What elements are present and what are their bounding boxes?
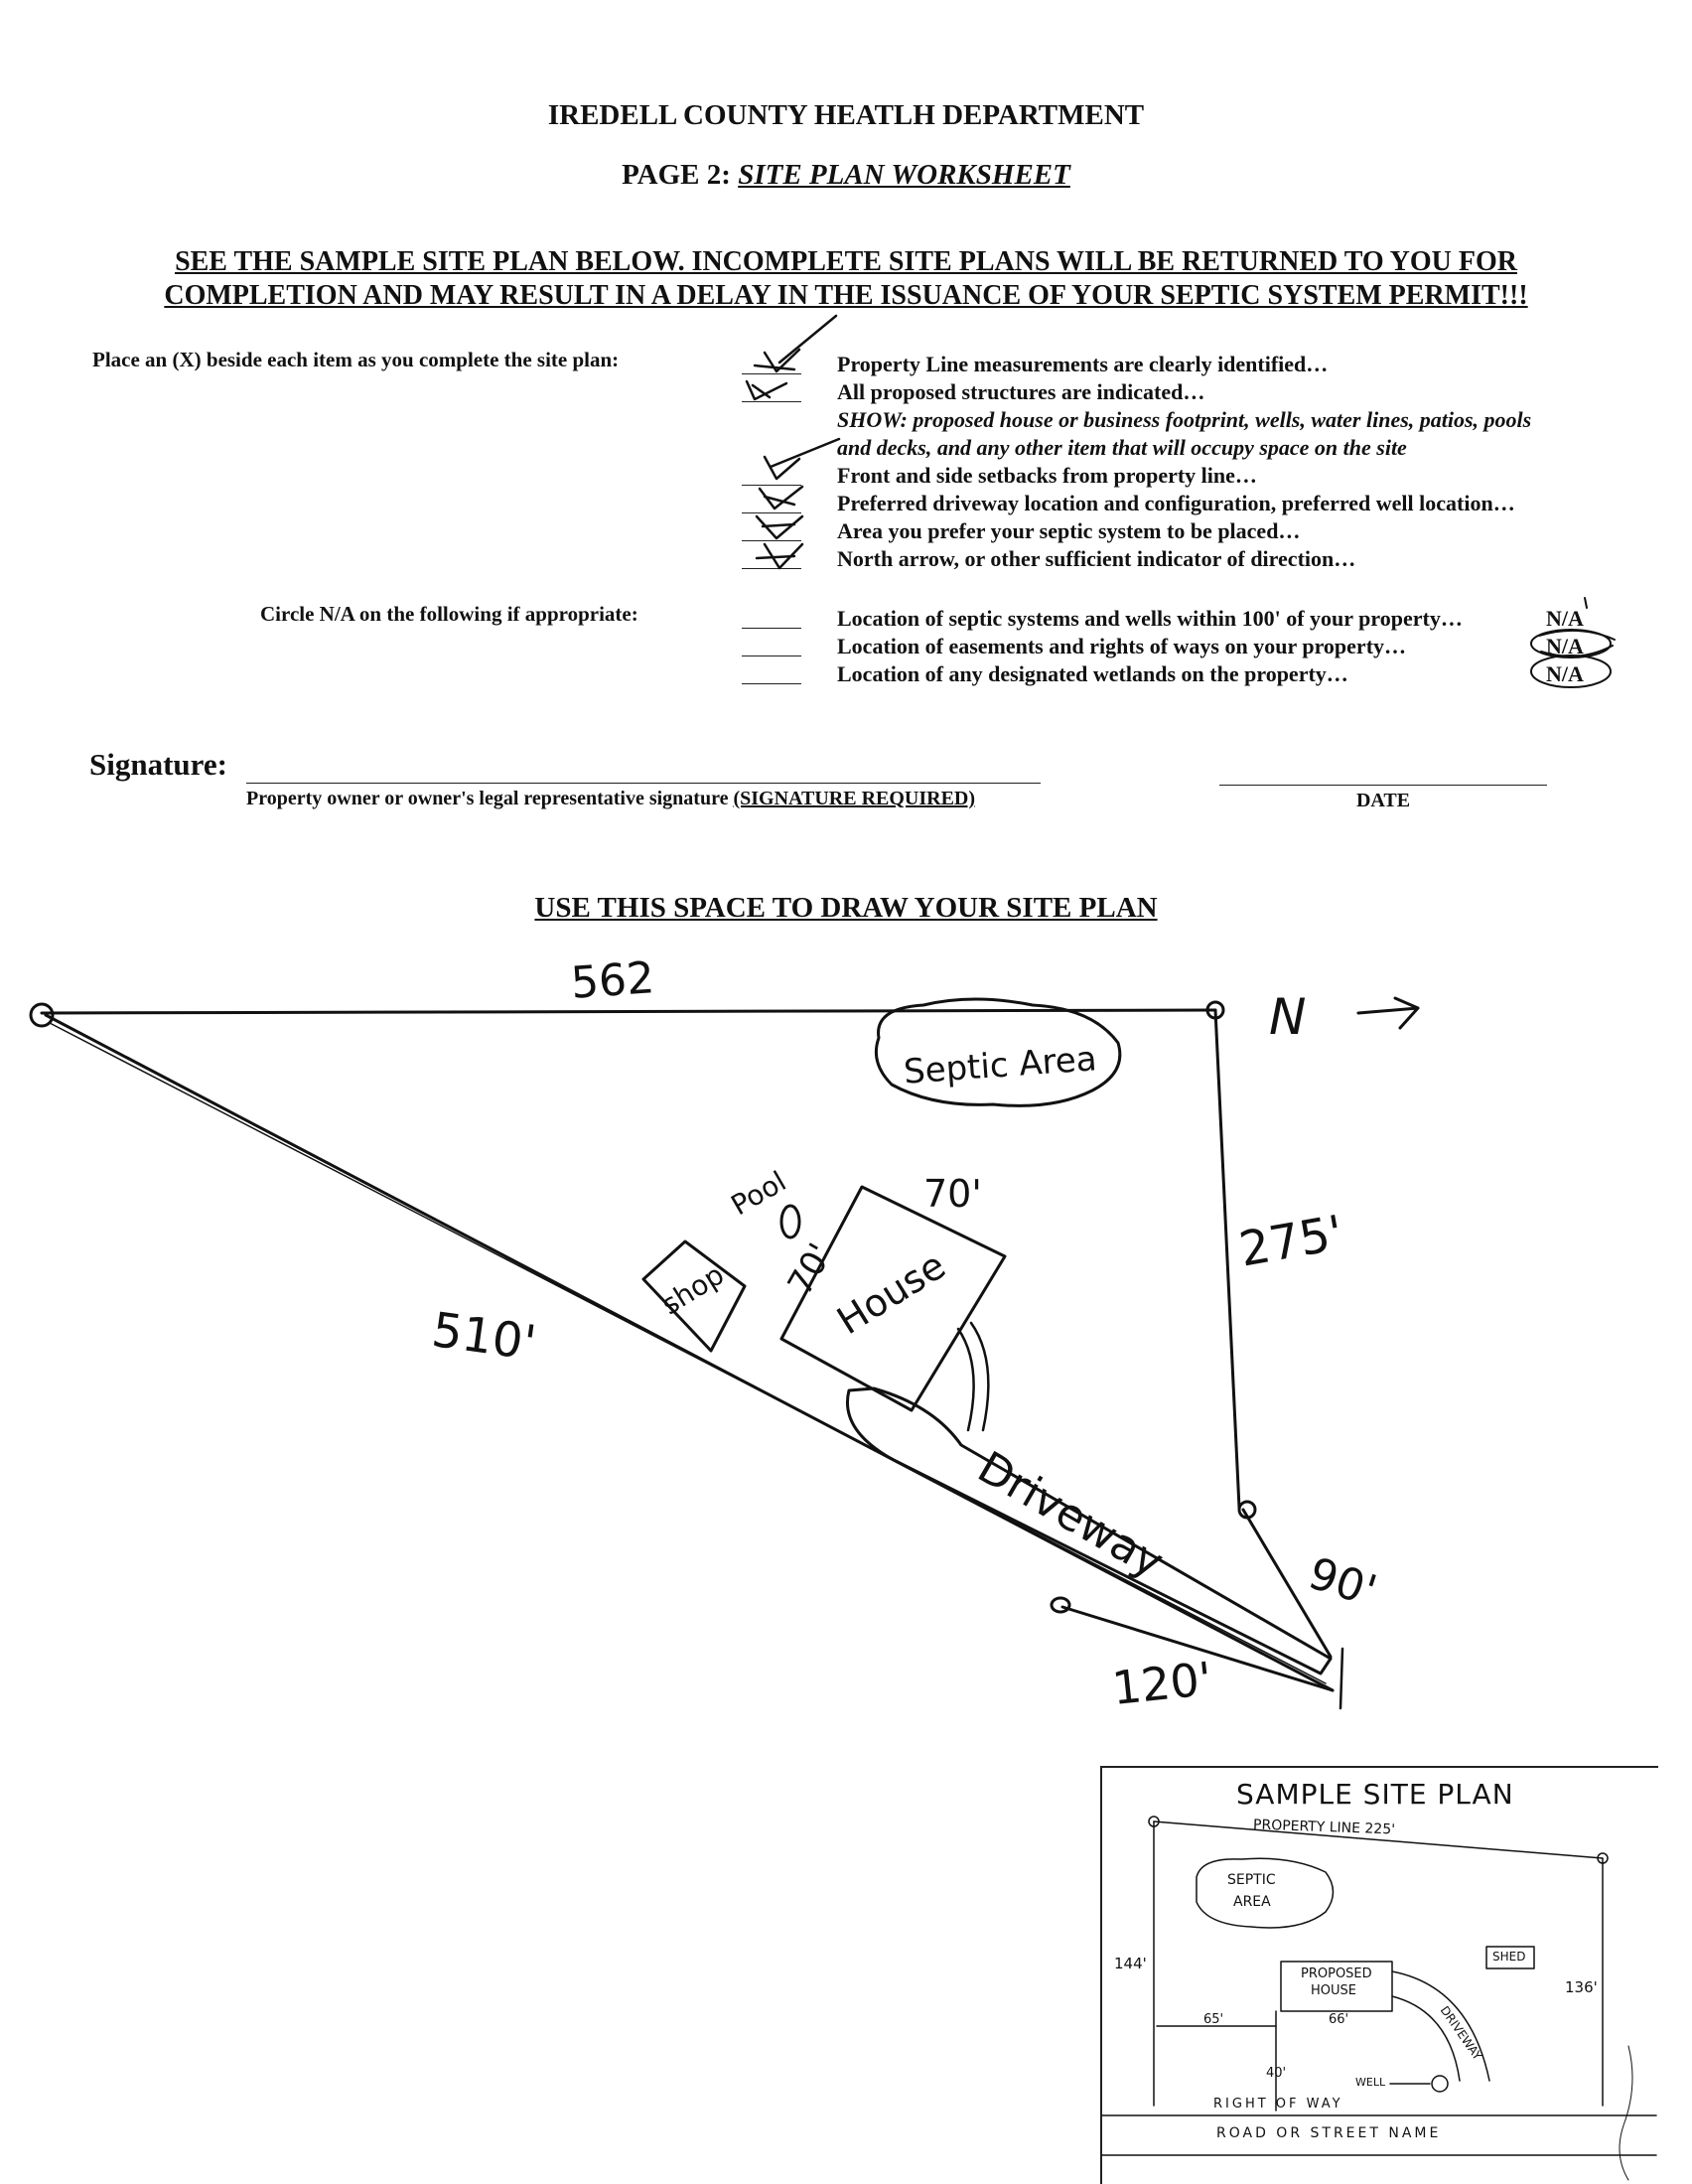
label-house: House	[829, 1242, 953, 1344]
sample-setback-front-label: 40'	[1266, 2066, 1287, 2081]
page-prefix: PAGE 2:	[622, 159, 731, 191]
sample-house-width: 66'	[1329, 2012, 1349, 2027]
label-pool: Pool	[725, 1164, 792, 1223]
checklist-item: Front and side setbacks from property line…	[837, 463, 1257, 488]
sample-house-label: HOUSE	[1311, 1983, 1356, 1998]
sample-driveway-label: DRIVEWAY	[1437, 2003, 1485, 2063]
checklist-item: and decks, and any other item that will occupy space on the site	[837, 435, 1407, 460]
sample-septic-label: SEPTIC	[1227, 1872, 1276, 1888]
warning-line-1: SEE THE SAMPLE SITE PLAN BELOW. INCOMPLETE SITE PLANS WILL BE RETURNED TO YOU FOR	[175, 246, 1517, 277]
signature-label: Signature:	[89, 747, 227, 782]
checklist-item: Area you prefer your septic system to be placed…	[837, 518, 1301, 543]
sample-house-label: PROPOSED	[1301, 1966, 1372, 1981]
na-option[interactable]: N/A	[1546, 634, 1584, 658]
na-item: Location of any designated wetlands on the property…	[837, 661, 1348, 686]
signature-required: (SIGNATURE REQUIRED)	[733, 788, 976, 809]
sample-septic-label: AREA	[1233, 1894, 1271, 1910]
page-title-text: SITE PLAN WORKSHEET	[738, 159, 1070, 191]
checklist-instruction: Place an (X) beside each item as you complete the site plan:	[92, 348, 620, 371]
label-bottom-length: 120'	[1109, 1651, 1215, 1716]
label-house-width: 70'	[923, 1172, 982, 1216]
drawing-heading: USE THIS SPACE TO DRAW YOUR SITE PLAN	[534, 892, 1158, 924]
sample-right-of-way: RIGHT OF WAY	[1213, 2097, 1343, 2111]
checklist-item: SHOW: proposed house or business footprint, wells, water lines, patios, pools	[837, 407, 1532, 432]
sample-driveway-arc	[1392, 1971, 1489, 2081]
sample-well	[1432, 2076, 1448, 2092]
label-driveway: Driveway	[969, 1441, 1173, 1589]
sample-title: SAMPLE SITE PLAN	[1236, 1778, 1514, 1811]
checklist-item: North arrow, or other sufficient indicator of direction…	[837, 546, 1356, 571]
sample-property-line: PROPERTY LINE 225'	[1252, 1817, 1396, 1838]
label-house-depth: 70'	[779, 1237, 841, 1302]
sample-setback-side-label: 65'	[1203, 2012, 1224, 2027]
label-north: N	[1269, 988, 1307, 1046]
sample-well-label: WELL	[1355, 2076, 1386, 2089]
sample-left-length: 144'	[1114, 1955, 1147, 1972]
label-top-length: 562	[569, 952, 656, 1009]
checklist-item: Property Line measurements are clearly identified…	[837, 352, 1329, 376]
label-shop: shop	[655, 1257, 730, 1322]
na-item: Location of septic systems and wells within 100' of your property…	[837, 606, 1463, 631]
checklist-item: All proposed structures are indicated…	[837, 379, 1205, 404]
sample-property-top	[1154, 1821, 1603, 1858]
signature-caption-text: Property owner or owner's legal representative signature	[246, 788, 729, 809]
label-left-length: 510'	[428, 1301, 540, 1373]
checklist-item: Preferred driveway location and configuration, preferred well location…	[837, 491, 1515, 515]
date-label: DATE	[1355, 790, 1411, 811]
warning-line-2: COMPLETION AND MAY RESULT IN A DELAY IN THE ISSUANCE OF YOUR SEPTIC SYSTEM PERMIT!!!	[164, 280, 1528, 311]
department-title: IREDELL COUNTY HEATLH DEPARTMENT	[547, 99, 1145, 131]
label-septic-area: Septic Area	[902, 1039, 1098, 1092]
sample-right-length: 136'	[1565, 1978, 1598, 1996]
label-right-length: 275'	[1234, 1205, 1347, 1278]
na-option[interactable]: N/A	[1546, 661, 1584, 686]
sample-road-label: ROAD OR STREET NAME	[1216, 2125, 1442, 2141]
na-option[interactable]: N/A	[1546, 606, 1584, 631]
na-item: Location of easements and rights of ways on your property…	[837, 634, 1407, 658]
sample-shed-label: SHED	[1492, 1950, 1526, 1964]
na-instruction: Circle N/A on the following if appropriate:	[260, 602, 638, 626]
label-corner-length: 90'	[1302, 1547, 1383, 1618]
